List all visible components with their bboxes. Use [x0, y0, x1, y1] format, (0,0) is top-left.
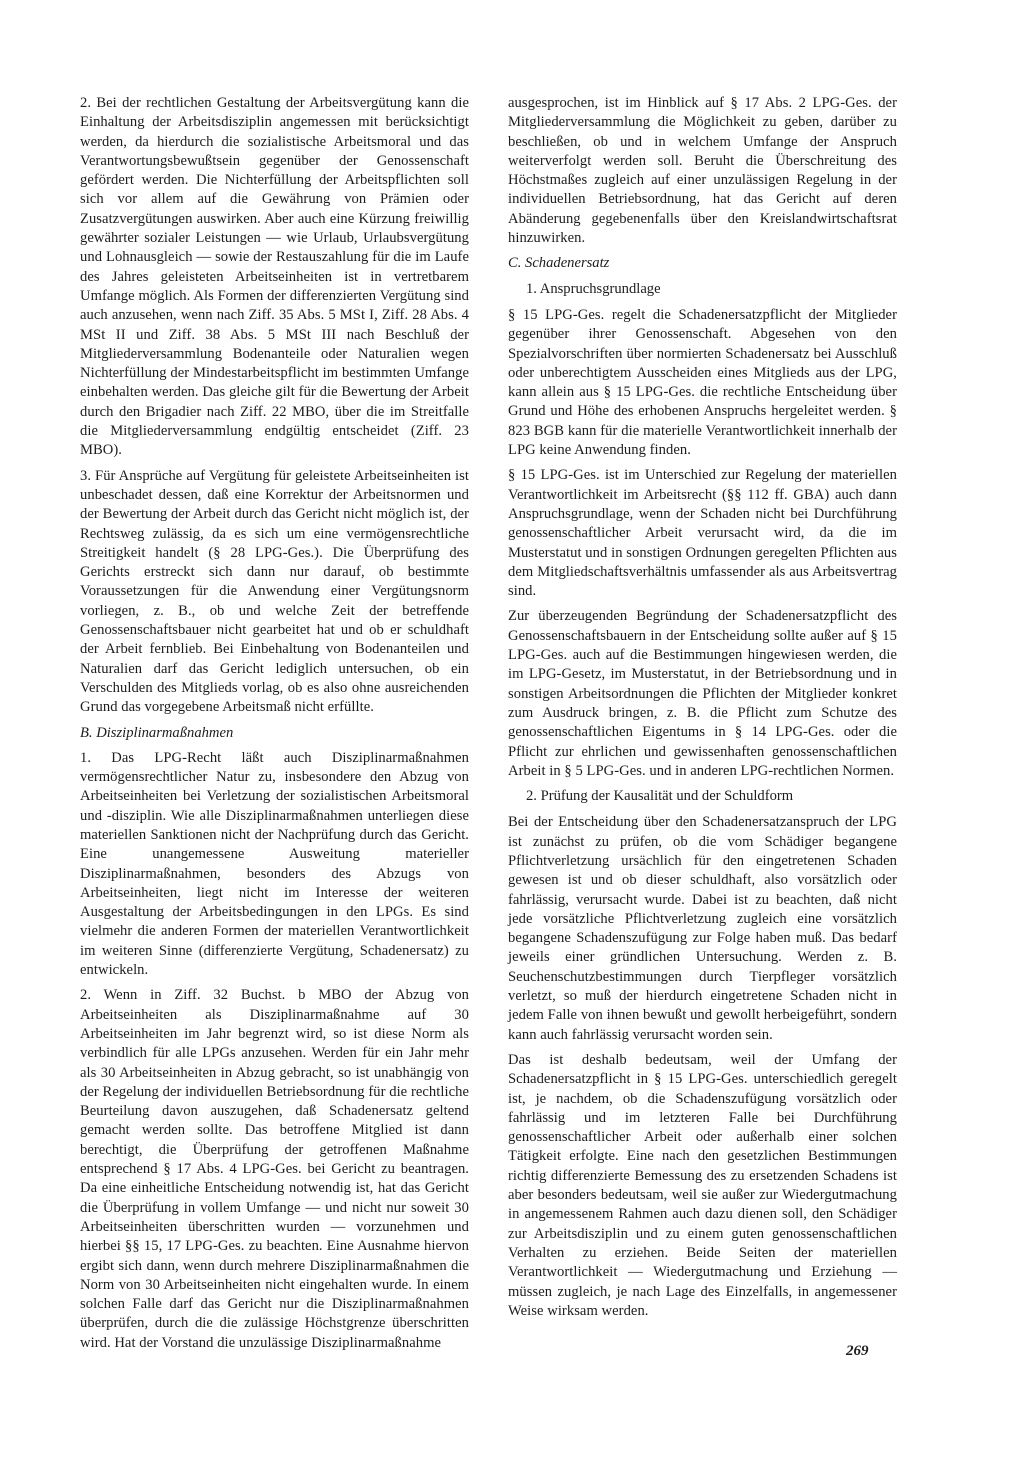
paragraph: 3. Für Ansprüche auf Vergütung für geleistete Arbeitseinheiten ist unbeschadet dessen, daß eine Korrektur der Arbeitsnormen und der Bewertung der Arbeit durch das Gericht nicht möglich ist, der Rechtsweg zulässig, da es sich um eine vermögensrechtliche Streitigkeit handelt (§ 28 LPG-Ges.). Die Überprüfung des Gerichts erstreckt sich dann nur darauf, ob bestimmte Voraussetzungen für die Anwendung einer Vergütungsnorm vorliegen, z. B., ob und welche Zeit der betreffende Genossenschaftsbauer nicht gearbeitet hat und ob er schuldhaft der Arbeit fernblieb. Bei Einbehaltung von Bodenanteilen und Naturalien darf das Gericht lediglich untersuchen, ob ein Verschulden des Mitglieds vorlag, ob es also ohne ausreichenden Grund das vorgegebene Arbeitsmaß nicht erfüllte.: [80, 467, 469, 716]
section-heading: C. Schadenersatz: [508, 255, 610, 272]
left-column: [80, 94, 469, 1359]
paragraph: Zur überzeugenden Begründung der Schadenersatzpflicht des Genossenschaftsbauern in der Entscheidung sollte außer auf § 15 LPG-Ges. auch auf die Bestimmungen hingewiesen werden, die im LPG-Gesetz, im Musterstatut, in der Betriebsordnung und in sonstigen Arbeitsordnungen die Pflichten der Mitglieder konkret zum Ausdruck bringen, z. B. die Pflicht zum Schutze des genossenschaftlichen Eigentums in § 14 LPG-Ges. oder die Pflicht zur ehrlichen und gewissenhaften genossenschaftlichen Arbeit in § 5 LPG-Ges. und in anderen LPG-rechtlichen Normen.: [508, 608, 897, 779]
paragraph: 1. Das LPG-Recht läßt auch Disziplinarmaßnahmen vermögensrechtlicher Natur zu, insbesondere den Abzug von Arbeitseinheiten bei Verletzung der sozialistischen Arbeitsmoral und -disziplin. Wie alle Disziplinarmaßnahmen unterliegen diese materiellen Sanktionen nicht der Nachprüfung durch das Gericht. Eine unangemessene Ausweitung materieller Disziplinarmaßnahmen, besonders des Abzugs von Arbeitseinheiten, liegt nicht im Interesse der weiteren Ausgestaltung der Arbeitsbedingungen in den LPGs. Es sind vielmehr die anderen Formen der materiellen Verantwortlichkeit im weiteren Sinne (differenzierte Vergütung, Schadenersatz) zu entwickeln.: [80, 749, 469, 979]
paragraph: Bei der Entscheidung über den Schadenersatzanspruch der LPG ist zunächst zu prüfen, ob die vom Schädiger begangene Pflichtverletzung ursächlich für den eingetretenen Schaden gewesen ist und ob dieser schuldhaft, also vorsätzlich oder fahrlässig, verursacht wurde. Dabei ist zu beachten, daß nicht jede vorsätzliche Pflichtverletzung zugleich eine vorsätzlich begangene Schadenszufügung zur Folge haben muß. Das bedarf jeweils einer gründlichen Untersuchung. Werden z. B. Seuchenschutzbestimmungen durch Tierpfleger vorsätzlich verletzt, so muß der hierdurch eingetretene Schaden nicht in jedem Falle von ihnen bewußt und gewollt herbeigeführt, sondern kann auch fahrlässig verursacht worden sein.: [508, 814, 897, 1043]
paragraph: Das ist deshalb bedeutsam, weil der Umfang der Schadenersatzpflicht in § 15 LPG-Ges. unterschiedlich geregelt ist, je nachdem, ob die Schadenszufügung vorsätzlich oder fahrlässig und im letzteren Falle bei Durchführung genossenschaftlicher Arbeit oder außerhalb einer solchen Tätigkeit erfolgte. Eine nach den gesetzlichen Bestimmungen richtig differenzierte Bemessung des zu ersetzenden Schadens ist aber besonders bedeutsam, weil sie außer zur Wiedergutmachung in angemessenem Rahmen auch dazu dienen soll, den Schädiger zur Arbeitsdisziplin und zu einem guten genossenschaftlichen Verhalten zu erziehen. Beide Seiten der materiellen Verantwortlichkeit — Wiedergutmachung und Erziehung — müssen zugleich, je nach Lage des Einzelfalls, in angemessener Weise wirksam werden.: [508, 1051, 897, 1319]
subsection-heading: 2. Prüfung der Kausalität und der Schuldform: [526, 788, 794, 805]
paragraph: 2. Bei der rechtlichen Gestaltung der Arbeitsvergütung kann die Einhaltung der Arbeitsdisziplin angemessen mit berücksichtigt werden, da hierdurch die sozialistische Arbeitsmoral und das Verantwortungsbewußtsein gegenüber der Genossenschaft gefördert werden. Die Nichterfüllung der Arbeitspflichten soll sich vor allem auf die Gewährung von Prämien oder Zusatzvergütungen auswirken. Aber auch eine Kürzung freiwillig gewährter sozialer Leistungen — wie Urlaub, Urlaubsvergütung und Lohnausgleich — sowie der Restauszahlung für die im Laufe des Jahres geleisteten Arbeitseinheiten ist in vertretbarem Umfange möglich. Als Formen der differenzierten Vergütung sind auch anzusehen, wenn nach Ziff. 35 Abs. 5 MSt I, Ziff. 28 Abs. 4 MSt II und Ziff. 38 Abs. 5 MSt III nach Beschluß der Mitgliederversammlung Bodenanteile oder Naturalien wegen Nichterfüllung der Mindestarbeitspflicht im bestimmten Umfange einbehalten werden. Das gleiche gilt für die Bewertung der Arbeit durch den Brigadier nach Ziff. 22 MBO, über die im Streitfalle die Mitgliederversammlung endgültig entscheidet (Ziff. 23 MBO).: [80, 95, 469, 459]
paragraph: § 15 LPG-Ges. ist im Unterschied zur Regelung der materiellen Verantwortlichkeit im Arbeitsrecht (§§ 112 ff. GBA) auch dann Anspruchsgrundlage, wenn der Schaden nicht bei Durchführung genossenschaftlicher Arbeit verursacht wird, da die im Musterstatut und in sonstigen Ordnungen geregelten Pflichten aus dem Mitgliedschaftsverhältnis umfassender als aus Arbeitsvertrag sind.: [508, 467, 897, 600]
paragraph: 2. Wenn in Ziff. 32 Buchst. b MBO der Abzug von Arbeitseinheiten als Disziplinarmaßnahme auf 30 Arbeitseinheiten im Jahr begrenzt wird, so ist diese Norm als verbindlich für alle LPGs anzusehen. Werden für ein Jahr mehr als 30 Arbeitseinheiten in Abzug gebracht, so ist unabhängig von der Regelung der individuellen Betriebsordnung für die rechtliche Beurteilung davon auszugehen, daß Schadenersatz geltend gemacht werden sollte. Das betroffene Mitglied ist dann berechtigt, die Überprüfung der getroffenen Maßnahme entsprechend § 17 Abs. 4 LPG-Ges. bei Gericht zu beantragen. Da eine einheitliche Entscheidung notwendig ist, hat das Gericht die Überprüfung in vollem Umfange — und nicht nur soweit 30 Arbeitseinheiten überschritten wurden — vorzunehmen und hierbei §§ 15, 17 LPG-Ges. zu beachten. Eine Ausnahme hiervon ergibt sich dann, wenn durch mehrere Disziplinarmaßnahmen die Norm von 30 Arbeitseinheiten nicht eingehalten wurde. In einem solchen Falle darf das Gericht nur die Disziplinarmaßnahmen überprüfen, durch die die zulässige Höchstgrenze überschritten wird. Hat der Vorstand die unzulässige Disziplinarmaßnahme: [80, 987, 469, 1351]
section-heading: B. Disziplinarmaßnahmen: [80, 724, 234, 741]
page-number: 269: [846, 1343, 869, 1359]
right-column: [508, 94, 897, 1327]
paragraph: ausgesprochen, ist im Hinblick auf § 17 Abs. 2 LPG-Ges. der Mitgliederversammlung die Möglichkeit zu geben, darüber zu beschließen, ob und in welchem Umfange der Anspruch weiterverfolgt werden soll. Beruht die Überschreitung des Höchstmaßes zugleich auf einer unzulässigen Regelung in der individuellen Betriebsordnung, hat das Gericht auf deren Abänderung gegebenenfalls über den Kreislandwirtschaftsrat hinzuwirken.: [508, 95, 897, 247]
subsection-heading: 1. Anspruchsgrundlage: [526, 280, 661, 297]
paragraph: § 15 LPG-Ges. regelt die Schadenersatzpflicht der Mitglieder gegenüber ihrer Genossenschaft. Abgesehen von den Spezialvorschriften über normierten Schadenersatz bei Ausschluß oder unberechtigtem Ausscheiden eines Mitglieds aus der LPG, kann allein aus § 15 LPG-Ges. die rechtliche Entscheidung über Grund und Höhe des erhobenen Anspruchs hergeleitet werden. § 823 BGB kann für die materielle Verantwortlichkeit innerhalb der LPG keine Anwendung finden.: [508, 306, 897, 459]
